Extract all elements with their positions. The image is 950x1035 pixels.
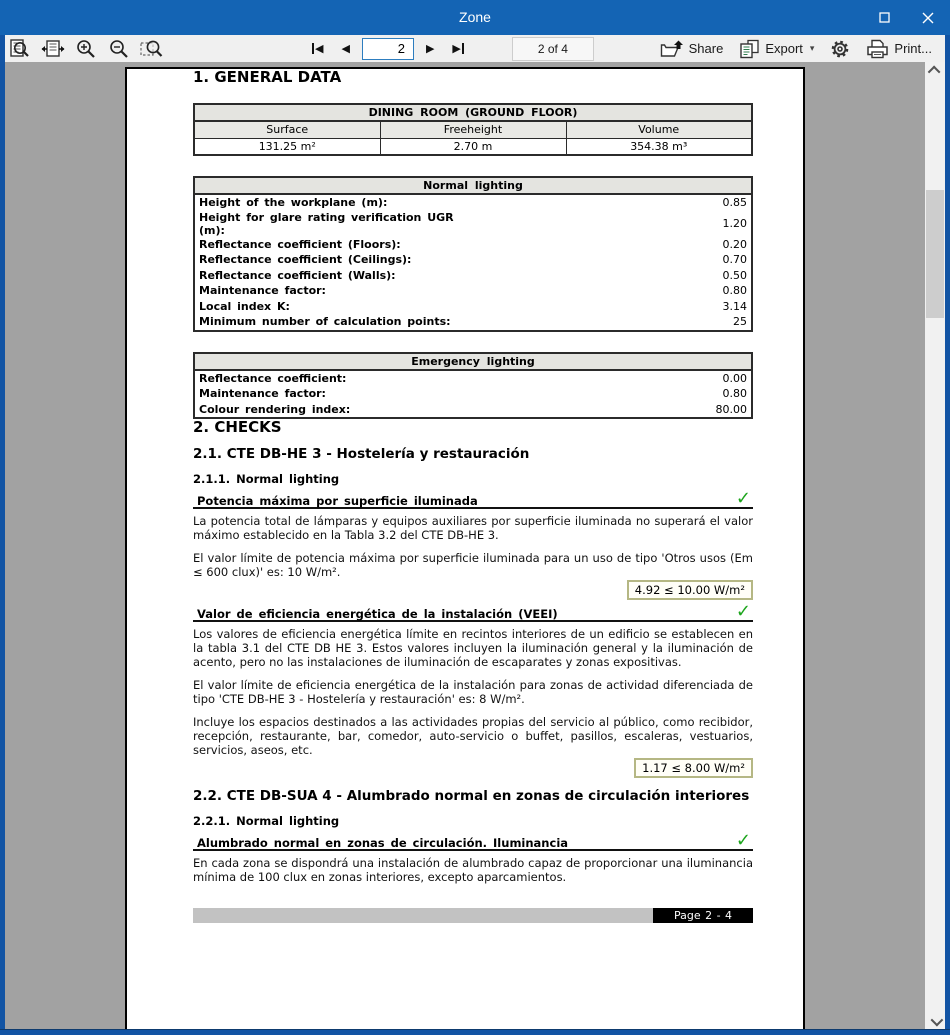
room-table-header-row <box>194 121 752 138</box>
room-header-surface: Surface <box>194 121 380 138</box>
heading-2-1-1: 2.1.1. Normal lighting <box>193 472 340 486</box>
table-row: Colour rendering index: 80.00 <box>199 402 747 416</box>
window-title: Zone <box>459 9 491 25</box>
table-row: Reflectance coefficient (Floors): 0.20 <box>199 237 747 251</box>
check-pass-icon: ✓ <box>735 830 751 851</box>
print-label: Print... <box>894 41 932 56</box>
next-page-arrow: ▶ <box>425 42 435 55</box>
print-icon <box>866 39 889 59</box>
fit-page-button[interactable] <box>8 37 32 61</box>
window-border-bottom <box>0 1029 950 1035</box>
normal-lighting-table <box>193 176 753 332</box>
fit-width-button[interactable] <box>41 37 65 61</box>
export-button[interactable] <box>735 35 818 62</box>
table-row: Reflectance coefficient (Walls): 0.50 <box>199 268 747 282</box>
toolbar <box>0 35 950 62</box>
scroll-down-button[interactable] <box>925 1013 945 1030</box>
zoom-tool-group <box>8 35 164 62</box>
previous-page-button[interactable] <box>335 42 355 55</box>
paragraph: Los valores de eficiencia energética límite en recintos interiores de un edificio se establecen en la tabla 3.1 del CTE DB HE 3. Estos valores incluyen la iluminación general y la iluminación de acento, pero no las instalaciones de iluminación de escaparates y zonas expositivas. <box>193 627 753 669</box>
document-viewer <box>5 62 945 1030</box>
heading-general-data: 1. GENERAL DATA <box>193 68 342 86</box>
room-table-value-row <box>194 138 752 155</box>
zoom-out-button[interactable] <box>107 37 131 61</box>
first-page-button[interactable] <box>306 42 329 55</box>
close-button[interactable] <box>906 0 950 35</box>
check-title-row <box>193 603 753 622</box>
room-data-table <box>193 103 753 156</box>
heading-2-1: 2.1. CTE DB-HE 3 - Hostelería y restauración <box>193 446 530 462</box>
paragraph: El valor límite de eficiencia energética de la instalación para zonas de actividad diferenciada de tipo 'CTE DB-HE 3 - Hostelería y restauración' es: 8 W/m². <box>193 678 753 706</box>
room-header-volume: Volume <box>566 121 752 138</box>
table-row: Maintenance factor: 0.80 <box>199 284 747 298</box>
table-row: Reflectance coefficient: 0.00 <box>199 371 747 385</box>
table-row: Minimum number of calculation points: 25 <box>199 315 747 329</box>
paragraph: La potencia total de lámparas y equipos auxiliares por superficie iluminada no superará el valor máximo establecido en la Tabla 3.2 del CTE DB-HE 3. <box>193 514 753 542</box>
check-title-row <box>193 490 753 509</box>
page-count-label: 2 of 4 <box>512 37 594 61</box>
paragraph: En cada zona se dispondrá una instalación de alumbrado capaz de proporcionar una iluminancia mínima de 100 clux en zonas interiores, excepto aparcamientos. <box>193 856 753 884</box>
export-label: Export <box>765 41 803 56</box>
last-page-arrow: ▶ <box>452 42 461 55</box>
settings-button[interactable] <box>826 35 854 62</box>
toolbar-actions <box>656 35 936 62</box>
heading-checks: 2. CHECKS <box>193 418 282 436</box>
normal-lighting-title: Normal lighting <box>194 177 752 194</box>
check-result-value: 4.92 ≤ 10.00 W/m² <box>627 580 753 600</box>
export-dropdown-caret-icon: ▾ <box>809 43 815 54</box>
vertical-scrollbar[interactable] <box>925 62 945 1030</box>
page-number-input[interactable] <box>362 38 414 60</box>
check-pass-icon: ✓ <box>735 488 751 509</box>
emergency-lighting-table <box>193 352 753 420</box>
close-icon <box>922 12 934 24</box>
zoom-region-button[interactable] <box>140 37 164 61</box>
titlebar <box>0 0 950 35</box>
check-pass-icon: ✓ <box>735 601 751 622</box>
check-title: Alumbrado normal en zonas de circulación. Iluminancia <box>197 836 569 850</box>
footer-page-label: Page 2 - 4 <box>653 908 753 923</box>
last-page-button[interactable] <box>446 42 469 55</box>
chevron-up-icon <box>927 66 940 79</box>
share-icon <box>660 39 684 58</box>
share-button[interactable] <box>656 35 728 62</box>
chevron-down-icon <box>930 1014 943 1027</box>
maximize-icon <box>879 12 890 23</box>
room-header-freeheight: Freeheight <box>380 121 566 138</box>
table-row: Height for glare rating verification UGR (m): 1.20 <box>199 210 747 237</box>
scrollbar-thumb[interactable] <box>926 190 944 318</box>
table-row: Reflectance coefficient (Ceilings): 0.70 <box>199 253 747 267</box>
footer-progress-bar <box>193 908 653 923</box>
document-page <box>125 67 805 1030</box>
first-page-arrow: ◀ <box>315 42 324 55</box>
page-content <box>193 69 753 923</box>
check-result-value: 1.17 ≤ 8.00 W/m² <box>634 758 753 778</box>
table-row: Height of the workplane (m): 0.85 <box>199 196 747 210</box>
check-title-row <box>193 832 753 851</box>
fit-page-icon <box>9 39 31 59</box>
window-controls <box>862 0 950 35</box>
fit-width-icon <box>41 39 65 59</box>
last-page-bar <box>462 43 464 54</box>
check-title: Potencia máxima por superficie iluminada <box>197 494 478 508</box>
room-value-surface: 131.25 m² <box>194 138 380 155</box>
zoom-out-icon <box>108 39 130 59</box>
window-border-left <box>0 35 5 1035</box>
previous-page-arrow: ◀ <box>341 42 350 55</box>
room-table-title: DINING ROOM (GROUND FLOOR) <box>194 104 752 121</box>
zoom-region-icon <box>140 39 164 59</box>
emergency-lighting-title: Emergency lighting <box>194 353 752 370</box>
gear-icon <box>830 39 850 59</box>
heading-2-2-1: 2.2.1. Normal lighting <box>193 814 340 828</box>
room-value-freeheight: 2.70 m <box>380 138 566 155</box>
table-row: Maintenance factor: 0.80 <box>199 387 747 401</box>
table-row: Local index K: 3.14 <box>199 299 747 313</box>
zoom-in-icon <box>75 39 97 59</box>
page-footer <box>193 908 753 923</box>
first-page-bar <box>312 43 314 54</box>
zoom-in-button[interactable] <box>74 37 98 61</box>
maximize-button[interactable] <box>862 0 906 35</box>
paragraph: El valor límite de potencia máxima por superficie iluminada para un uso de tipo 'Otros usos (Em ≤ 600 clux)' es: 10 W/m². <box>193 551 753 579</box>
page-navigation <box>306 35 594 62</box>
paragraph: Incluye los espacios destinados a las actividades propias del servicio al público, como recibidor, recepción, restaurante, bar, comedor, auto-servicio o buffet, pasillos, escaleras, vestuarios, servicios, aseos, etc. <box>193 715 753 757</box>
share-label: Share <box>688 41 724 56</box>
export-icon <box>739 39 760 59</box>
check-title: Valor de eficiencia energética de la instalación (VEEI) <box>197 607 558 621</box>
room-value-volume: 354.38 m³ <box>566 138 752 155</box>
window-border-right <box>945 35 950 1035</box>
print-button[interactable] <box>862 35 936 62</box>
scroll-up-button[interactable] <box>925 62 945 79</box>
heading-2-2: 2.2. CTE DB-SUA 4 - Alumbrado normal en zonas de circulación interiores <box>193 788 750 804</box>
next-page-button[interactable] <box>420 42 440 55</box>
